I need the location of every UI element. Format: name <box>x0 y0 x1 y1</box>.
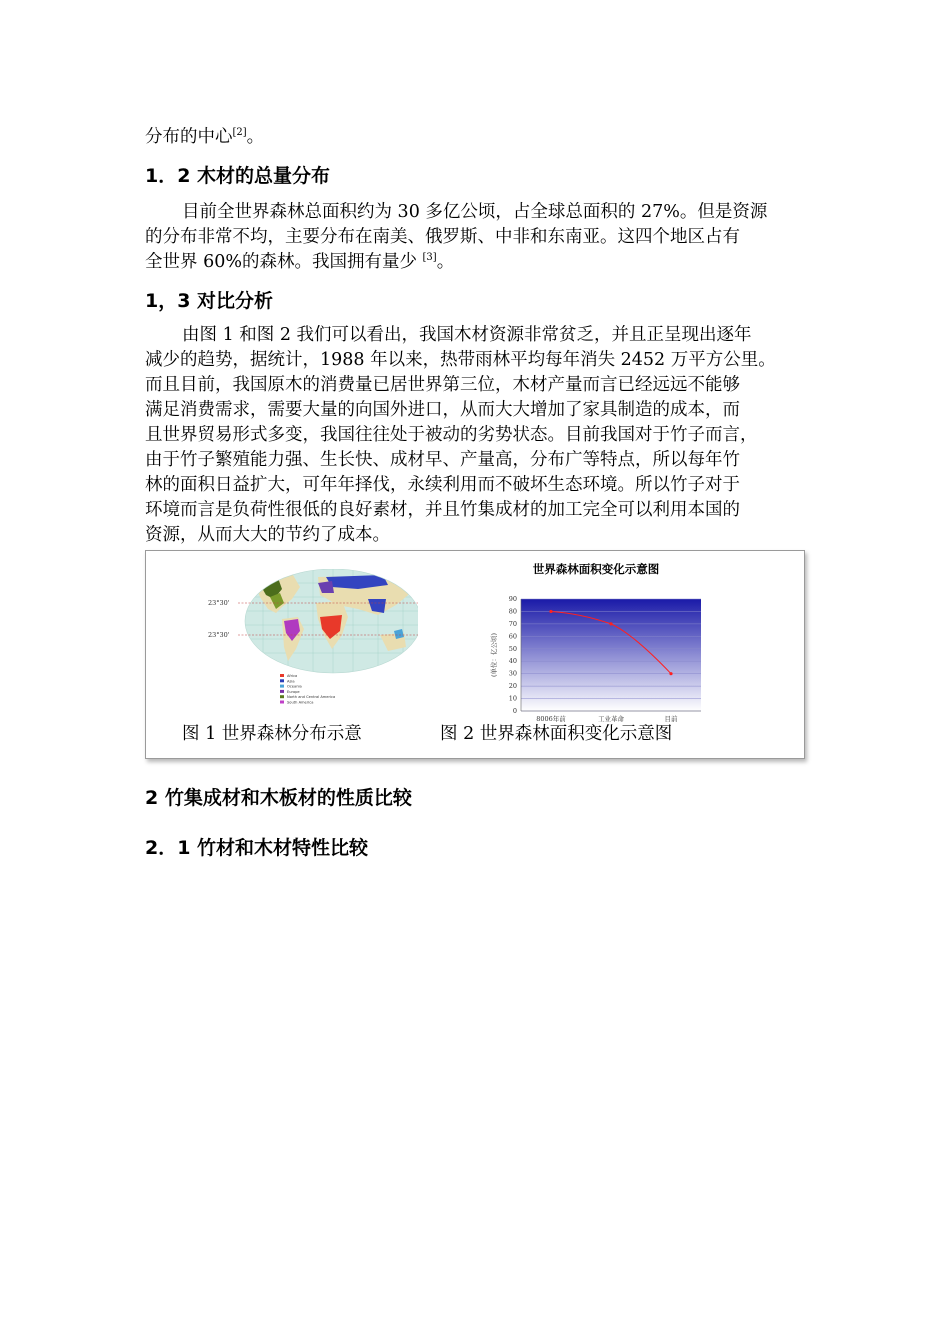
paragraph-line: 的分布非常不均，主要分布在南美、俄罗斯、中非和东南亚。这四个地区占有 <box>145 227 740 247</box>
citation-ref: [2] <box>232 127 247 139</box>
chart-plot-area <box>509 595 701 723</box>
x-tick-label: 8006年前 <box>536 715 566 723</box>
paragraph-line: 满足消费需求，需要大量的向国外进口，从而大大增加了家具制造的成本，而 <box>145 400 740 420</box>
paragraph-line: 资源，从而大大的节约了成本。 <box>145 525 390 545</box>
legend-swatch <box>280 679 284 682</box>
x-tick-label: 工业革命 <box>598 715 624 723</box>
legend-swatch <box>280 695 284 698</box>
y-tick-label: 60 <box>508 632 517 641</box>
world-forest-map <box>208 569 418 709</box>
x-tick-label: 目前 <box>664 715 678 723</box>
continuation-line: 分布的中心[2]。 <box>145 127 265 147</box>
paragraph-1-2 <box>145 200 805 275</box>
heading-1-2: 1．2 木材的总量分布 <box>145 165 331 187</box>
paragraph-line: 环境而言是负荷性很低的良好素材，并且竹集成材的加工完全可以利用本国的 <box>145 500 740 520</box>
legend-swatch <box>280 685 284 688</box>
figure-box <box>145 550 805 759</box>
plot-background <box>521 599 701 711</box>
legend-swatch <box>280 674 284 677</box>
citation-ref: [3] <box>422 252 437 264</box>
legend-entry: Asia <box>287 679 295 684</box>
paragraph-line: 林的面积日益扩大，可年年择伐，永续利用而不破坏生态环境。所以竹子对于 <box>145 475 740 495</box>
legend-entry: Oceania <box>287 684 302 689</box>
legend-swatch <box>280 701 284 704</box>
chart-y-axis-label: (单位：亿公顷) <box>490 632 498 678</box>
y-tick-label: 70 <box>508 619 517 628</box>
paragraph-line: 且世界贸易形式多变，我国往往处于被动的劣势状态。目前我国对于竹子而言， <box>145 425 758 445</box>
lat-label-south: 23°30' <box>208 631 230 639</box>
legend-swatch <box>280 690 284 693</box>
y-tick-label: 50 <box>508 644 517 653</box>
legend-entry: South America <box>287 700 314 705</box>
paragraph-line: 全世界 60%的森林。我国拥有量少 [3]。 <box>145 252 455 272</box>
data-point <box>549 610 552 613</box>
paragraph-line: 由图 1 和图 2 我们可以看出，我国木材资源非常贫乏，并且正呈现出逐年 <box>182 325 752 345</box>
legend-entry: Europe <box>287 689 300 694</box>
paragraph-line: 而且目前，我国原木的消费量已居世界第三位，木材产量而言已经远远不能够 <box>145 375 740 395</box>
map-legend <box>280 674 335 705</box>
chart-title: 世界森林面积变化示意图 <box>532 562 660 576</box>
figure-1-caption: 图 1 世界森林分布示意 <box>182 724 362 744</box>
paragraph-line: 由于竹子繁殖能力强、生长快、成材早、产量高，分布广等特点，所以每年竹 <box>145 450 740 470</box>
figure-2-caption: 图 2 世界森林面积变化示意图 <box>440 724 673 744</box>
paragraph-line: 减少的趋势，据统计，1988 年以来，热带雨林平均每年消失 2452 万平方公里。 <box>145 350 776 370</box>
y-tick-label: 80 <box>508 607 517 616</box>
y-tick-label: 90 <box>508 595 517 603</box>
y-tick-label: 0 <box>512 707 517 715</box>
legend-entry: Africa <box>287 674 298 678</box>
y-tick-label: 40 <box>508 657 517 666</box>
data-point <box>609 622 612 625</box>
forest-area-chart <box>476 559 716 724</box>
y-tick-label: 10 <box>508 694 517 703</box>
data-point <box>669 672 672 675</box>
heading-1-3: 1，3 对比分析 <box>145 290 274 312</box>
paragraph-line: 目前全世界森林总面积约为 30 多亿公顷，占全球总面积的 27%。但是资源 <box>182 202 768 222</box>
y-tick-label: 20 <box>508 682 517 691</box>
paragraph-1-3 <box>145 323 805 548</box>
heading-2: 2 竹集成材和木板材的性质比较 <box>145 787 412 809</box>
legend-entry: North and Central America <box>287 695 336 700</box>
lat-label-north: 23°30' <box>208 599 230 607</box>
heading-2-1: 2．1 竹材和木材特性比较 <box>145 837 369 859</box>
y-tick-label: 30 <box>508 669 517 678</box>
